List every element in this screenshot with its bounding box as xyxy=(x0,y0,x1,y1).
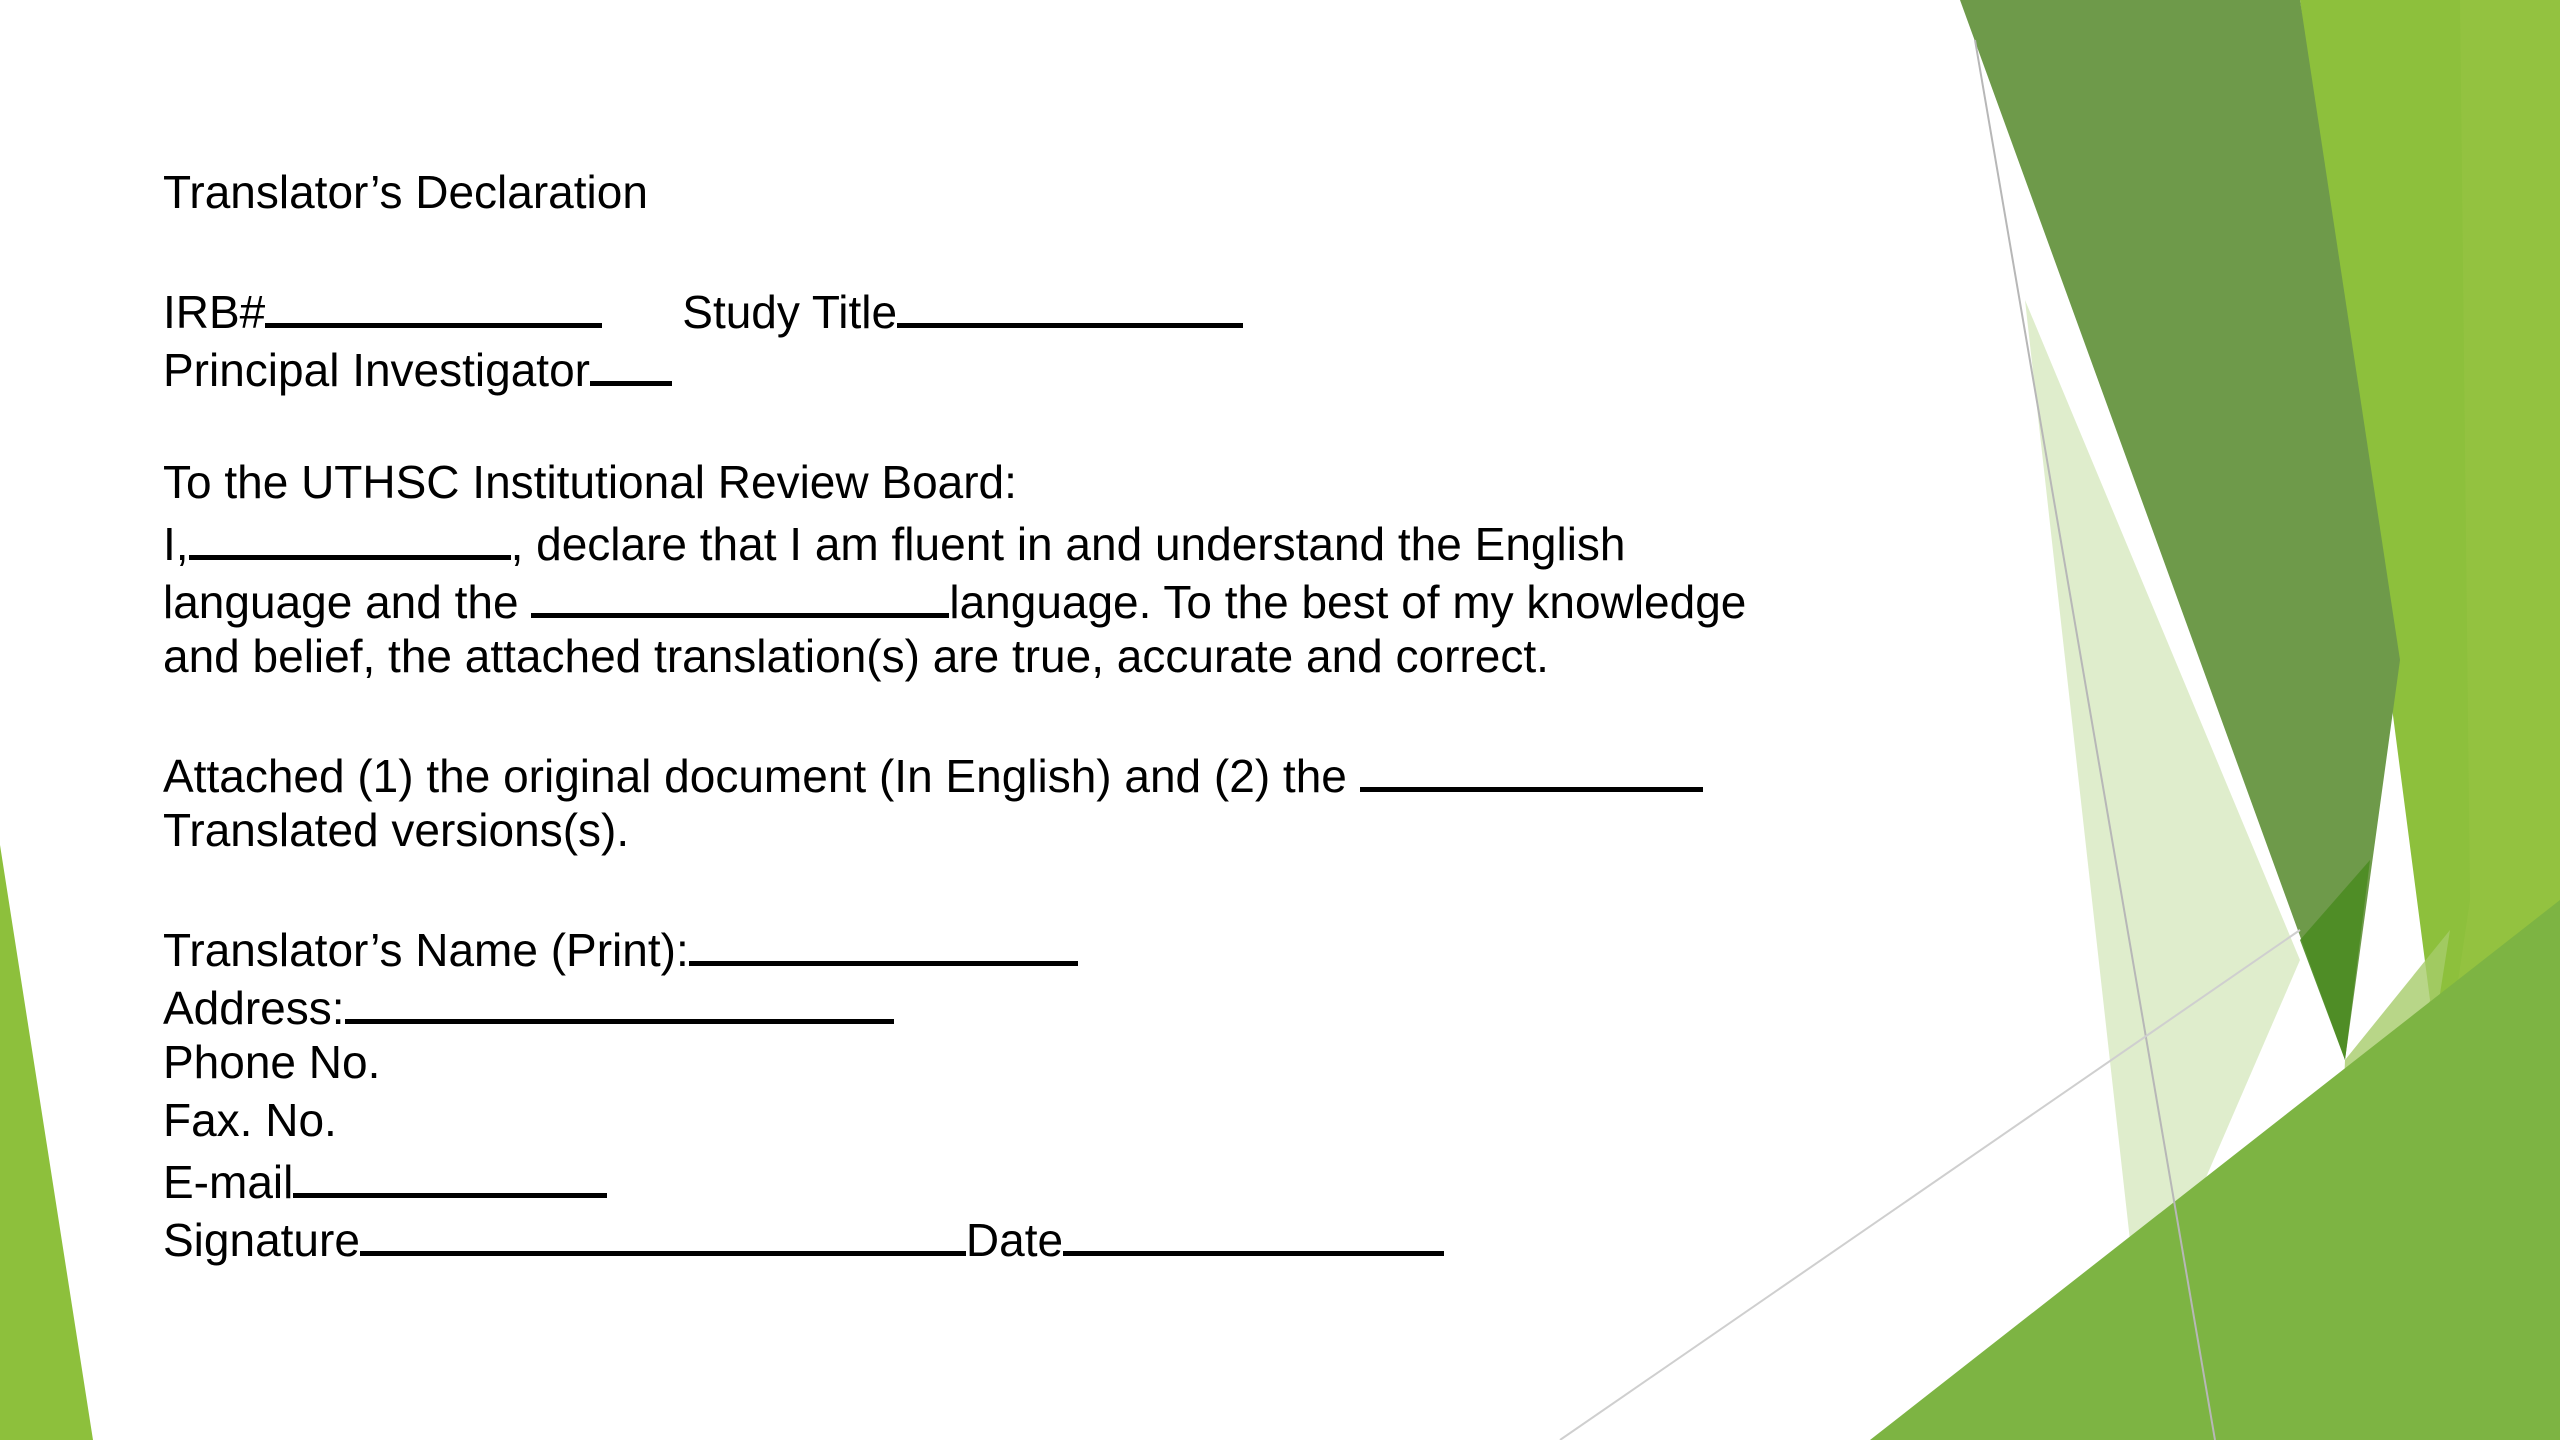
irb-row xyxy=(163,279,2063,337)
right-pale-strip xyxy=(2330,930,2450,1440)
attached-text-2: Translated versions(s). xyxy=(163,804,630,856)
irb-label: IRB# xyxy=(163,286,266,338)
form-title xyxy=(163,163,2063,221)
bottom-deep-green-wedge xyxy=(2300,860,2370,1060)
name-label: Translator’s Name (Print): xyxy=(163,924,689,976)
attached-text-1: Attached (1) the original document (In English) and (2) the xyxy=(163,750,1360,802)
declaration-form xyxy=(163,163,2063,1265)
declaration-prefix: I, xyxy=(163,518,189,570)
pi-blank[interactable] xyxy=(590,337,672,386)
right-bright-green-shape xyxy=(2300,0,2560,1440)
email-label: E-mail xyxy=(163,1156,294,1208)
study-title-blank[interactable] xyxy=(897,279,1243,328)
declaration-text-4: and belief, the attached translation(s) are true, accurate and correct. xyxy=(163,630,1549,682)
declaration-row-1 xyxy=(163,511,2063,569)
date-blank[interactable] xyxy=(1063,1207,1444,1256)
name-blank[interactable] xyxy=(689,917,1078,966)
language-blank[interactable] xyxy=(531,569,949,618)
date-label: Date xyxy=(965,1214,1064,1266)
addressee-row xyxy=(163,453,2063,511)
pi-label: Principal Investigator xyxy=(163,344,590,396)
pi-row xyxy=(163,337,2063,395)
address-blank[interactable] xyxy=(345,975,894,1024)
phone-label: Phone No. xyxy=(163,1036,381,1088)
translator-name-blank[interactable] xyxy=(189,511,511,560)
translated-language-blank[interactable] xyxy=(1360,743,1703,792)
address-row xyxy=(163,975,2063,1033)
right-light-triangle xyxy=(2025,300,2300,1330)
signature-row xyxy=(163,1207,2063,1265)
signature-label: Signature xyxy=(163,1214,360,1266)
fax-label: Fax. No. xyxy=(163,1094,337,1146)
left-green-sliver xyxy=(0,845,93,1440)
addressee-text: To the UTHSC Institutional Review Board: xyxy=(163,456,1017,508)
right-mid-green-shape xyxy=(2390,0,2560,1440)
email-blank[interactable] xyxy=(293,1149,607,1198)
name-row xyxy=(163,917,2063,975)
fax-row xyxy=(163,1091,2063,1149)
declaration-text-1: , declare that I am fluent in and understand the English xyxy=(510,518,1626,570)
title-text: Translator’s Declaration xyxy=(163,166,648,218)
attached-row-1 xyxy=(163,743,2063,801)
declaration-text-2: language and the xyxy=(163,576,532,628)
declaration-text-3: language. To the best of my knowledge xyxy=(949,576,1747,628)
study-title-label: Study Title xyxy=(682,286,898,338)
declaration-row-3 xyxy=(163,627,2063,685)
attached-row-2 xyxy=(163,801,2063,859)
irb-blank[interactable] xyxy=(265,279,602,328)
declaration-row-2 xyxy=(163,569,2063,627)
email-row xyxy=(163,1149,2063,1207)
phone-row xyxy=(163,1033,2063,1091)
signature-blank[interactable] xyxy=(360,1207,966,1256)
address-label: Address: xyxy=(163,982,345,1034)
